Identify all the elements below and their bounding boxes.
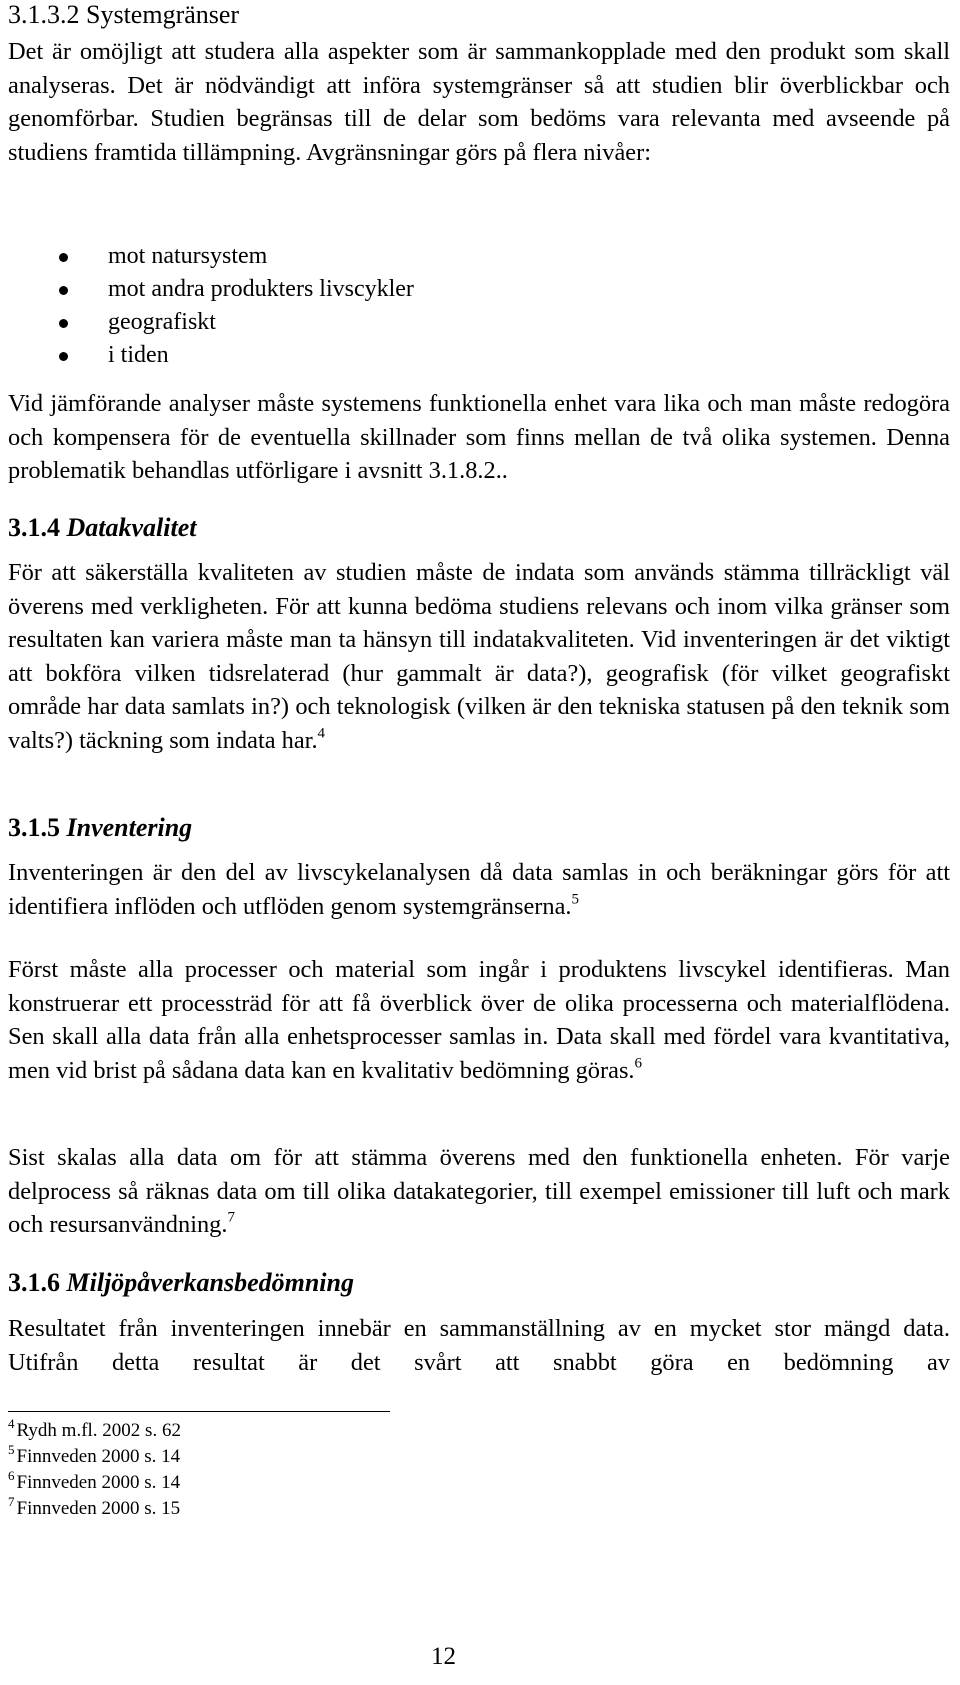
- bullet-icon: [59, 286, 68, 295]
- section-heading-datakvalitet: [8, 513, 196, 543]
- paragraph-datakvalitet: För att säkerställa kvaliteten av studien måste de indata som används stämma tillräckligt väl överens med verkligheten. För att kunna bedöma studiens relevans och inom vilka gränser som resultaten kan variera måste man ta hänsyn till indatakvaliteten. Vid inventeringen är det viktigt att bokföra vilken tidsrelaterad (hur gammalt är data?), geografisk (för vilket geografiskt område har data samlats in?) och teknologisk (vilken är den tekniska statusen på den teknik som valts?) täckning som indata har.$^4$: [8, 559, 950, 754]
- bullet-icon: [59, 352, 68, 361]
- paragraph-inventering-2: Först måste alla processer och material som ingår i produktens livscykel identifieras. Man konstruerar ett processträd för att få överblick över de olika processerna och materialflödena. Sen skall alla data från alla enhetsprocesser samlas in. Data skall med fördel vara kvantitativa, men vid brist på sådana data kan en kvalitativ bedömning göras.$^6$: [8, 956, 950, 1084]
- footnote-ref: 5: [571, 891, 580, 907]
- section-heading-inventering: [8, 813, 192, 843]
- section-title: Datakvalitet: [66, 513, 197, 542]
- list-item: i tiden: [8, 339, 608, 372]
- section-title: Inventering: [66, 813, 193, 842]
- paragraph-systemgranser-intro: Det är omöjligt att studera alla aspekter som är sammankopplade med den produkt som skall analyseras. Det är nödvändigt att införa systemgränser så att studien blir överblickbar och genomförbar. Studien begränsas till de delar som bedöms vara relevanta med avseende på studiens framtida tillämpning. Avgränsningar görs på flera nivåer:: [8, 38, 950, 166]
- footnote-number: 6: [8, 1468, 15, 1484]
- footnote: [8, 1470, 181, 1496]
- footnotes-list: [8, 1418, 181, 1522]
- section-title: Miljöpåverkansbedömning: [66, 1268, 354, 1297]
- paragraph-miljopaverkansbedomning: Resultatet från inventeringen innebär en sammanställning av en mycket stor mängd data. Utifrån detta resultat är det svårt att snabbt göra en bedömning av: [8, 1315, 950, 1376]
- section-title: Systemgränser: [86, 0, 240, 29]
- section-heading-miljopaverkansbedomning: [8, 1268, 354, 1298]
- footnote-text: Finnveden 2000 s. 15: [16, 1498, 181, 1519]
- paragraph-inventering-1: Inventeringen är den del av livscykelanalysen då data samlas in och beräkningar görs för att identifiera inflöden och utflöden genom systemgränserna.$^5$: [8, 859, 950, 920]
- bullet-icon: [59, 319, 68, 328]
- section-number: 3.1.4: [8, 513, 60, 542]
- footnote-ref: 4: [317, 725, 326, 741]
- footnote-text: Rydh m.fl. 2002 s. 62: [16, 1420, 181, 1441]
- footnote: [8, 1418, 181, 1444]
- section-heading-systemgranser: [8, 0, 239, 30]
- bullet-icon: [59, 253, 68, 262]
- footnote-number: 7: [8, 1494, 15, 1510]
- list-item: geografiskt: [8, 306, 608, 339]
- footnote-text: Finnveden 2000 s. 14: [16, 1446, 181, 1467]
- page-number: 12: [431, 1643, 456, 1670]
- section-number: 3.1.3.2: [8, 0, 80, 29]
- footnote-number: 4: [8, 1416, 15, 1432]
- footnote: [8, 1496, 181, 1522]
- footnote-ref: 6: [634, 1055, 643, 1071]
- paragraph-jamforande-analyser: Vid jämförande analyser måste systemens funktionella enhet vara lika och man måste redogöra och kompensera för de eventuella skillnader som finns mellan de två olika systemen. Denna problematik behandlas utförligare i avsnitt 3.1.8.2..: [8, 390, 950, 484]
- footnote-text: Finnveden 2000 s. 14: [16, 1472, 181, 1493]
- paragraph-inventering-3: Sist skalas alla data om för att stämma överens med den funktionella enheten. För varje delprocess så räknas data om till olika datakategorier, till exempel emissioner till luft och mark och resursanvändning.$^7$: [8, 1144, 950, 1238]
- section-number: 3.1.5: [8, 813, 60, 842]
- footnote-ref: 7: [227, 1209, 235, 1226]
- footnote-separator: [8, 1411, 390, 1412]
- list-item: mot andra produkters livscykler: [8, 273, 608, 306]
- footnote-number: 5: [8, 1442, 15, 1458]
- footnote: [8, 1444, 181, 1470]
- list-item: mot natursystem: [8, 240, 608, 273]
- bullet-list-avgransningar: [8, 240, 608, 372]
- section-number: 3.1.6: [8, 1268, 60, 1297]
